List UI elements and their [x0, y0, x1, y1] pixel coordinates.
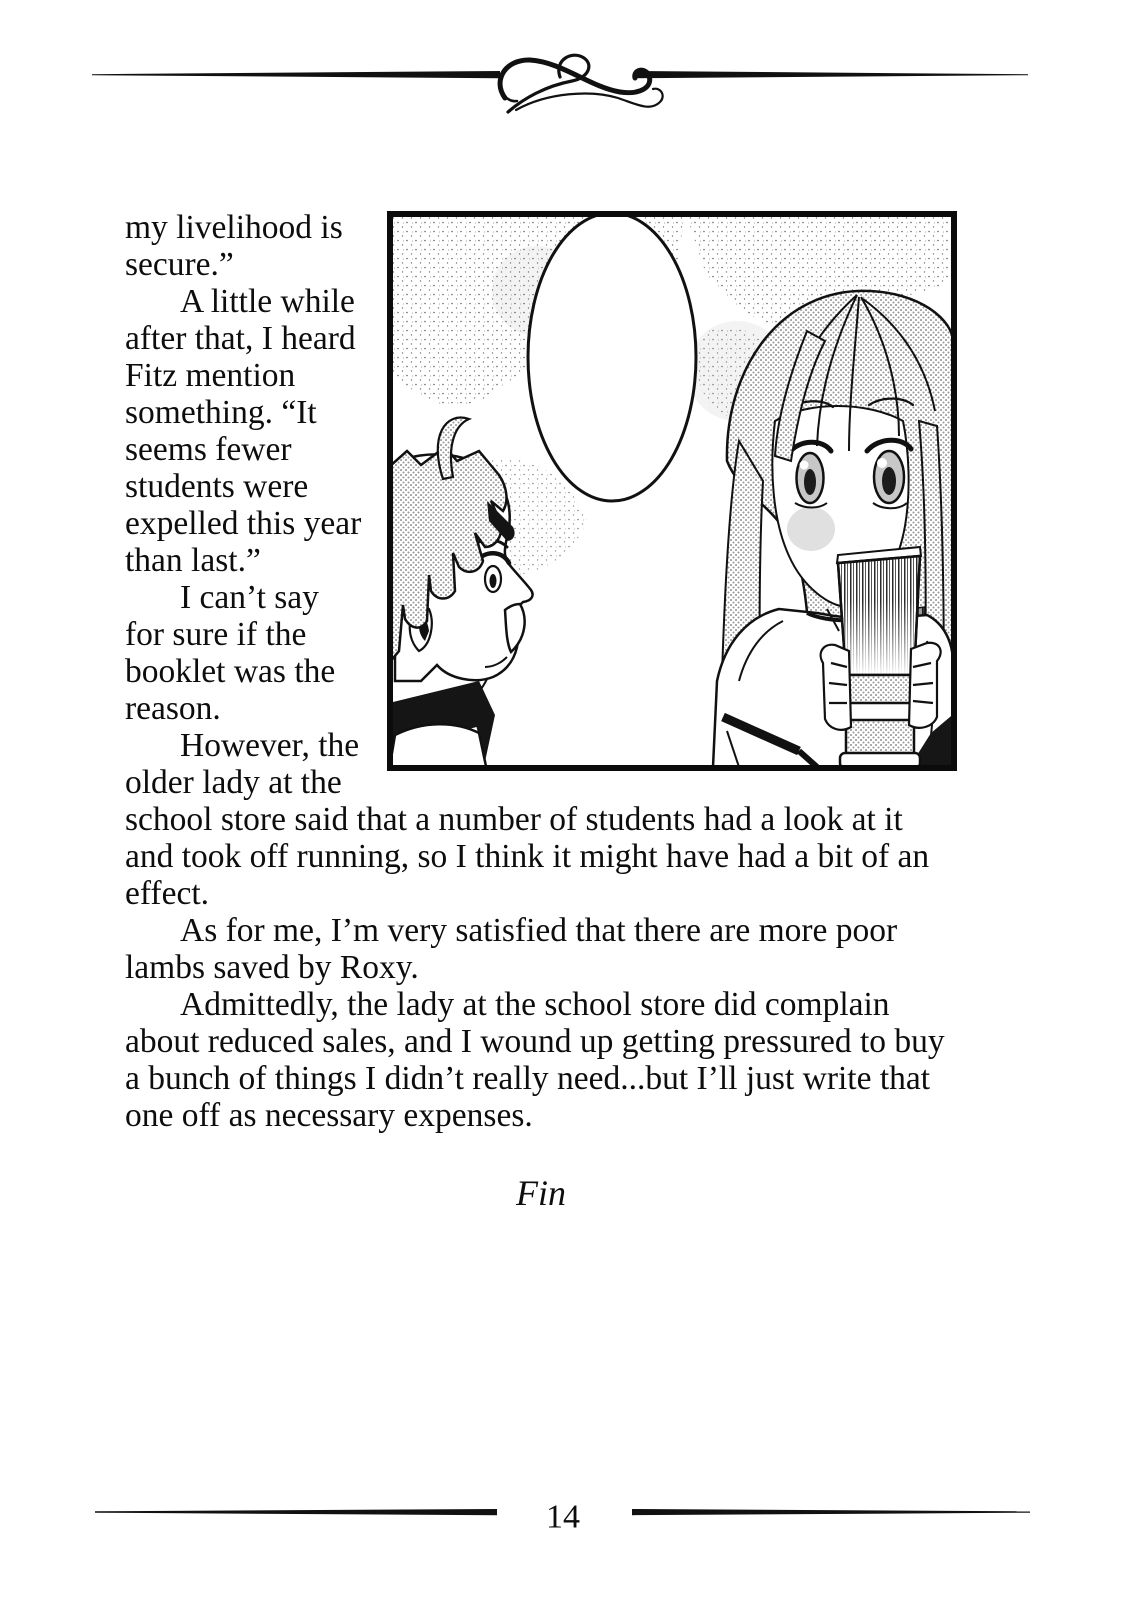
- fin-label: Fin: [516, 1173, 566, 1213]
- manga-panel: [387, 211, 957, 771]
- paragraph: my livelihood is secure.”: [125, 209, 343, 283]
- page-footer: [0, 1470, 1123, 1540]
- paragraph: As for me, I’m very satisfied that there are more poor lambs saved by Roxy.: [125, 912, 898, 986]
- header-divider: [0, 40, 1123, 125]
- footer-rule-left: [95, 1509, 497, 1515]
- page-text: [125, 209, 957, 1212]
- header-rule-left: [92, 71, 500, 78]
- girl-character: [713, 291, 957, 771]
- paragraph: I can’t say for sure if the booklet was the reason.: [125, 579, 336, 727]
- calligraphic-flourish-icon: [500, 55, 663, 112]
- page-number: 14: [546, 1498, 580, 1536]
- paragraph: However, the older lady at the school store said that a number of students had a look at it and took off running, so I think it might have had a bit of an effect.: [125, 727, 930, 912]
- header-rule-right: [636, 71, 1028, 78]
- footer-rule-right: [632, 1509, 1030, 1515]
- speech-bubble: [528, 213, 696, 501]
- girl-blush: [787, 507, 835, 551]
- paragraph: Admittedly, the lady at the school store did complain about reduced sales, and I wound up getting pressured to buy a bunch of things I didn’t really need...but I’ll just write that one off as necessary expenses.: [125, 986, 945, 1134]
- paragraph: A little while after that, I heard Fitz mention something. “It seems fewer students were expelled this year than last.”: [125, 283, 362, 579]
